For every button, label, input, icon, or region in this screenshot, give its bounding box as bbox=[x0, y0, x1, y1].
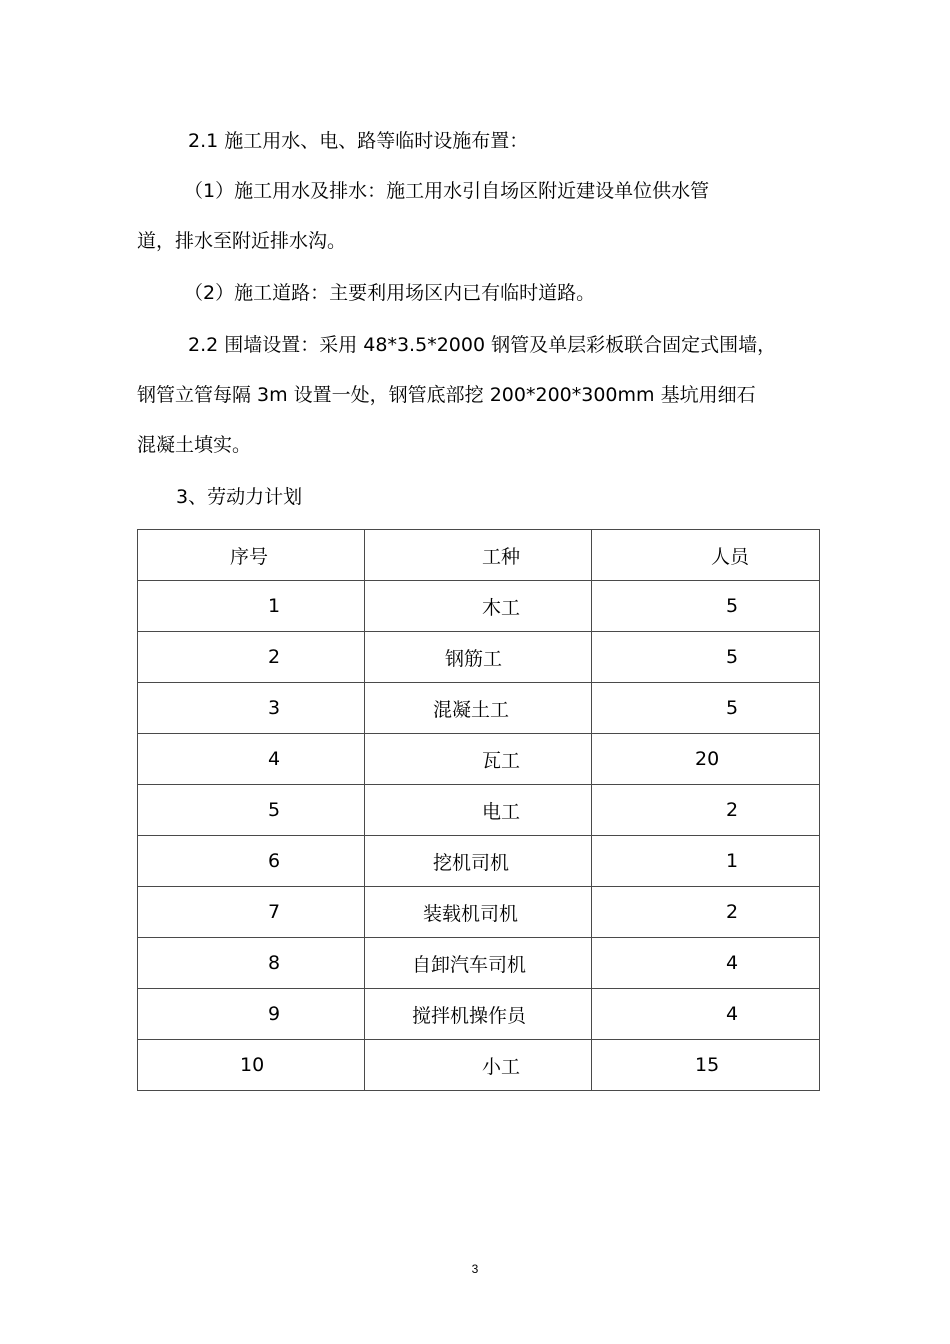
row-trade-cell bbox=[365, 683, 592, 734]
row-index-cell bbox=[138, 785, 365, 836]
header-index-label: 序号 bbox=[230, 545, 269, 568]
row-index-cell bbox=[138, 581, 365, 632]
row-index: 10 bbox=[240, 1054, 265, 1076]
paragraph-road: （2）施工道路：主要利用场区内已有临时道路。 bbox=[184, 282, 596, 304]
row-count-cell bbox=[592, 1040, 820, 1091]
row-trade-cell bbox=[365, 632, 592, 683]
row-count-cell bbox=[592, 938, 820, 989]
row-count: 4 bbox=[726, 1003, 739, 1025]
row-trade-cell bbox=[365, 887, 592, 938]
row-count: 15 bbox=[695, 1054, 720, 1076]
row-index: 9 bbox=[268, 1003, 281, 1025]
row-count-cell bbox=[592, 683, 820, 734]
row-trade: 钢筋工 bbox=[445, 647, 503, 670]
row-index: 2 bbox=[268, 646, 281, 668]
table-row bbox=[138, 836, 820, 887]
paragraph-water-line2: 道，排水至附近排水沟。 bbox=[137, 230, 347, 252]
row-trade: 搅拌机操作员 bbox=[412, 1004, 527, 1027]
row-trade: 电工 bbox=[482, 800, 521, 823]
row-trade: 混凝土工 bbox=[433, 698, 510, 721]
table-row bbox=[138, 887, 820, 938]
row-trade-cell bbox=[365, 734, 592, 785]
row-index: 6 bbox=[268, 850, 281, 872]
table-row bbox=[138, 734, 820, 785]
row-index-cell bbox=[138, 734, 365, 785]
row-trade: 木工 bbox=[482, 596, 521, 619]
row-count: 5 bbox=[726, 697, 739, 719]
row-count-cell bbox=[592, 989, 820, 1040]
row-index: 4 bbox=[268, 748, 281, 770]
row-index-cell bbox=[138, 1040, 365, 1091]
row-trade: 装载机司机 bbox=[423, 902, 519, 925]
table-row bbox=[138, 785, 820, 836]
row-count-cell bbox=[592, 836, 820, 887]
table-row bbox=[138, 1040, 820, 1091]
row-index: 5 bbox=[268, 799, 281, 821]
row-trade-cell bbox=[365, 836, 592, 887]
header-cell-index bbox=[138, 530, 365, 581]
row-trade: 自卸汽车司机 bbox=[412, 953, 527, 976]
row-trade: 小工 bbox=[482, 1055, 521, 1078]
row-count-cell bbox=[592, 887, 820, 938]
row-trade-cell bbox=[365, 581, 592, 632]
header-cell-trade bbox=[365, 530, 592, 581]
table-row bbox=[138, 683, 820, 734]
row-index: 7 bbox=[268, 901, 281, 923]
row-count: 4 bbox=[726, 952, 739, 974]
row-index-cell bbox=[138, 683, 365, 734]
row-index-cell bbox=[138, 989, 365, 1040]
row-count-cell bbox=[592, 734, 820, 785]
row-index: 8 bbox=[268, 952, 281, 974]
table-row bbox=[138, 938, 820, 989]
row-trade-cell bbox=[365, 785, 592, 836]
row-trade-cell bbox=[365, 1040, 592, 1091]
row-trade-cell bbox=[365, 989, 592, 1040]
row-trade: 瓦工 bbox=[482, 749, 521, 772]
row-count: 20 bbox=[695, 748, 720, 770]
table-header-row bbox=[138, 530, 820, 581]
paragraph-2-2-line1: 2.2 围墙设置：采用 48*3.5*2000 钢管及单层彩板联合固定式围墙， bbox=[188, 334, 777, 356]
header-trade-label: 工种 bbox=[482, 545, 521, 568]
table-row bbox=[138, 989, 820, 1040]
row-count: 5 bbox=[726, 646, 739, 668]
row-index-cell bbox=[138, 887, 365, 938]
paragraph-water-line1: （1）施工用水及排水：施工用水引自场区附近建设单位供水管 bbox=[184, 180, 710, 202]
section-heading-labor-plan: 3、劳动力计划 bbox=[176, 486, 303, 508]
header-cell-count bbox=[592, 530, 820, 581]
paragraph-2-2-line3: 混凝土填实。 bbox=[137, 434, 252, 456]
row-count: 2 bbox=[726, 799, 739, 821]
paragraph-2-1: 2.1 施工用水、电、路等临时设施布置： bbox=[188, 130, 529, 152]
row-count-cell bbox=[592, 632, 820, 683]
row-trade: 挖机司机 bbox=[433, 851, 510, 874]
row-index-cell bbox=[138, 836, 365, 887]
paragraph-2-2-line2: 钢管立管每隔 3m 设置一处，钢管底部挖 200*200*300mm 基坑用细石 bbox=[137, 384, 756, 406]
row-index: 3 bbox=[268, 697, 281, 719]
row-index: 1 bbox=[268, 595, 281, 617]
row-index-cell bbox=[138, 938, 365, 989]
row-index-cell bbox=[138, 632, 365, 683]
row-count: 1 bbox=[726, 850, 739, 872]
page-number: 3 bbox=[471, 1262, 479, 1276]
header-count-label: 人员 bbox=[711, 545, 750, 568]
table-row bbox=[138, 581, 820, 632]
labor-plan-table bbox=[137, 529, 820, 1091]
table-row bbox=[138, 632, 820, 683]
row-count: 5 bbox=[726, 595, 739, 617]
row-count: 2 bbox=[726, 901, 739, 923]
row-count-cell bbox=[592, 581, 820, 632]
row-trade-cell bbox=[365, 938, 592, 989]
row-count-cell bbox=[592, 785, 820, 836]
